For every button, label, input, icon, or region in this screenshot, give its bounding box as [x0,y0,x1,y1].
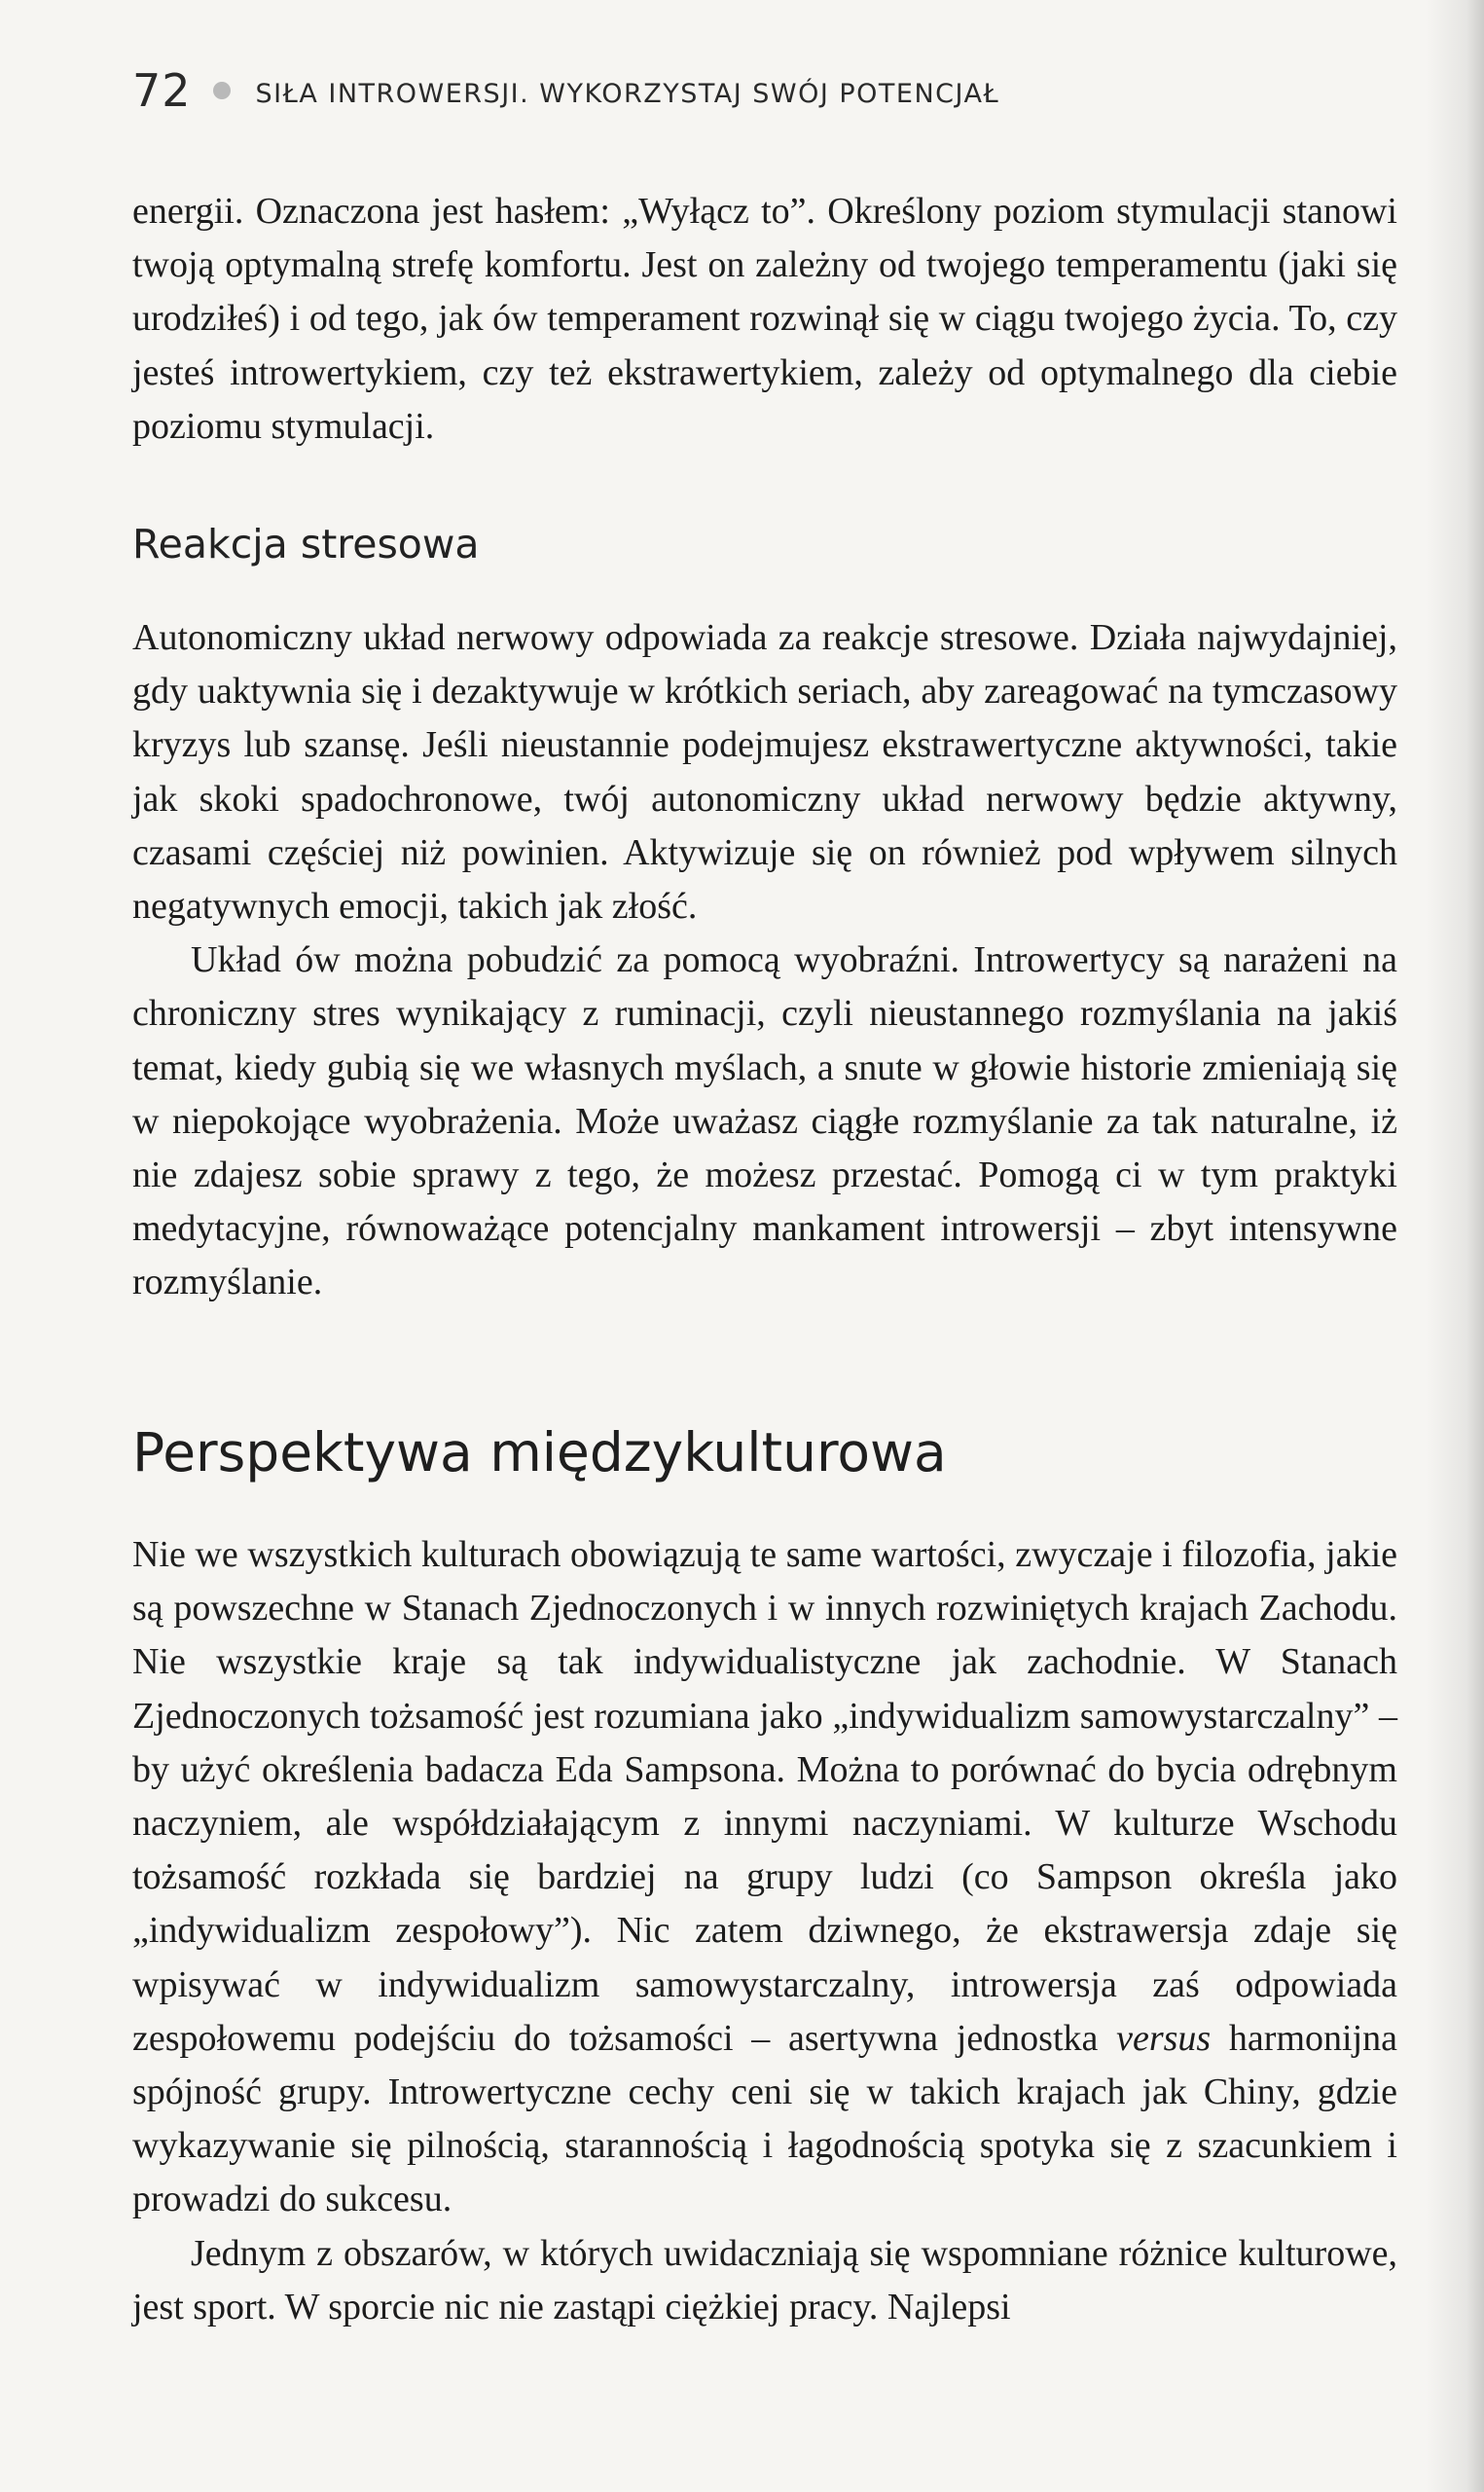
italic-term: versus [1116,2017,1212,2059]
paragraph-text: Nie we wszystkich kulturach obowiązują te same wartości, zwyczaje i filozofia, jakie są powszechne w Stanach Zjednoczonych i w innych rozwiniętych krajach Zachodu. Nie wszystkie kraje są tak indywidualistyczne jak zachodnie. W Stanach Zjednoczonych tożsamość jest rozumiana jako „indywidualizm samowystarczalny” – by użyć określenia badacza Eda Sampsona. Można to porównać do bycia odrębnym naczyniem, ale współdziałającym z innymi naczyniami. W kulturze Wschodu tożsamość rozkłada się bardziej na grupy ludzi (co Sampson określa jako „indywidualizm zespołowy”). Nic zatem dziwnego, że ekstrawersja zdaje się wpisywać w indywidualizm samowystarczalny, introwersja zaś odpowiada zespołowemu podejściu do tożsamości – asertywna jednostka [132,1534,1397,2059]
page-number: 72 [132,64,192,117]
running-title: SIŁA INTROWERSJI. WYKORZYSTAJ SWÓJ POTENCJAŁ [255,78,1000,109]
paragraph: Autonomiczny układ nerwowy odpowiada za reakcje stresowe. Działa najwydajniej, gdy uaktywnia się i dezaktywuje w krótkich seriach, aby zareagować na tymczasowy kryzys lub szansę. Jeśli nieustannie podejmujesz ekstrawertyczne aktywności, takie jak skoki spadochronowe, twój autonomiczny układ nerwowy będzie aktywny, czasami częściej niż powinien. Aktywizuje się on również pod wpływem silnych negatywnych emocji, takich jak złość. [132,617,1397,928]
heading-perspektywa-miedzykulturowa: Perspektywa międzykulturowa [132,1421,947,1484]
paragraph-text: harmonijna spójność grupy. Introwertyczne cechy ceni się w takich krajach jak Chiny, gdzie wykazywanie się pilnością, starannością i łagodnością spotyka się z szacunkiem i prowadzi do sukcesu. [132,2017,1397,2220]
section-continuation [132,185,1397,454]
running-header [132,64,999,117]
section-perspektywa-miedzykulturowa [132,1528,1397,2334]
section-reakcja-stresowa [132,611,1397,1310]
paragraph: Układ ów można pobudzić za pomocą wyobraźni. Introwertycy są narażeni na chroniczny stres wynikający z ruminacji, czyli nieustannego rozmyślania na jakiś temat, kiedy gubią się we własnych myślach, a snute w głowie historie zmieniają się w niepokojące wyobrażenia. Może uważasz ciągłe rozmyślanie za tak naturalne, iż nie zdajesz sobie sprawy z tego, że możesz przestać. Pomogą ci w tym praktyki medytacyjne, równoważące potencjalny mankament introwersji – zbyt intensywne rozmyślanie. [132,939,1397,1303]
paragraph: energii. Oznaczona jest hasłem: „Wyłącz to”. Określony poziom stymulacji stanowi twoją optymalną strefę komfortu. Jest on zależny od twojego temperamentu (jaki się urodziłeś) i od tego, jak ów temperament rozwinął się w ciągu twojego życia. To, czy jesteś introwertykiem, czy też ekstrawertykiem, zależy od optymalnego dla ciebie poziomu stymulacji. [132,191,1397,447]
paragraph: Jednym z obszarów, w których uwidaczniają się wspomniane różnice kulturowe, jest sport. W sporcie nic nie zastąpi ciężkiej pracy. Najlepsi [132,2232,1397,2327]
paragraph [132,1528,1397,2227]
page-edge-shadow [1426,0,1484,2492]
header-bullet-icon [213,82,231,99]
subheading-reakcja-stresowa: Reakcja stresowa [132,521,480,568]
